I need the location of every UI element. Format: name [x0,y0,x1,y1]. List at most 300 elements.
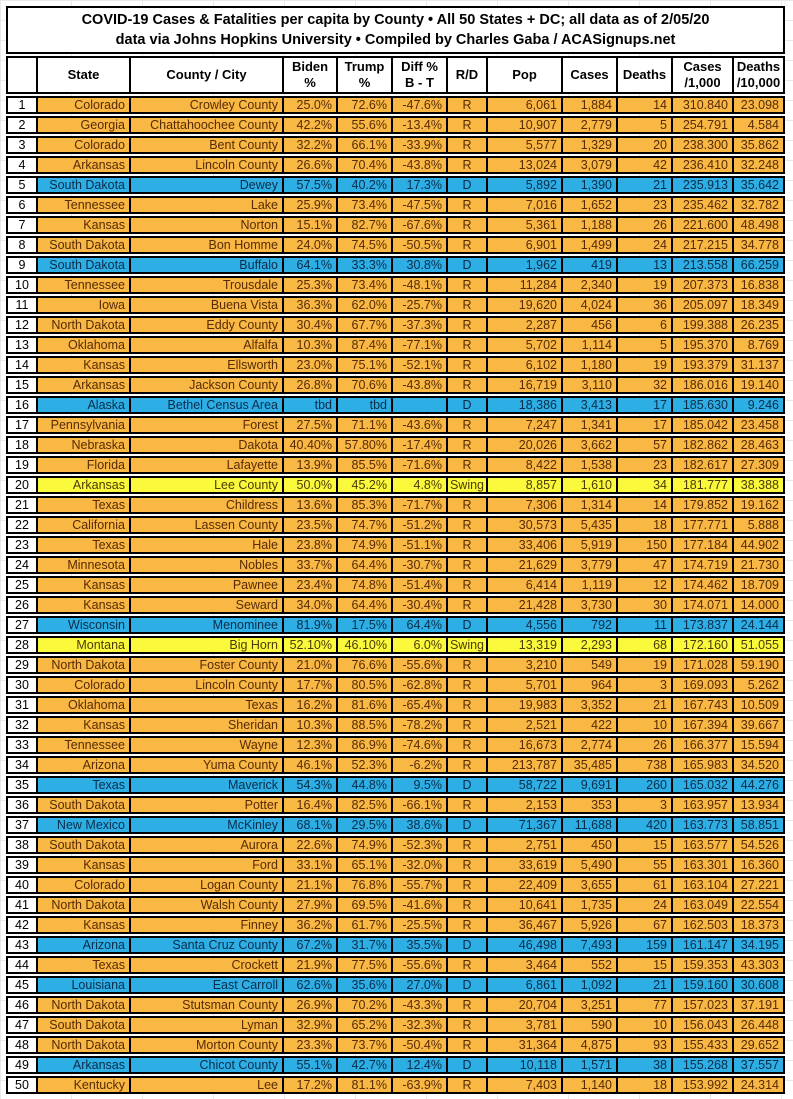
cell-trump-pct: 85.3% [336,496,391,514]
cell-state: Nebraska [36,436,129,454]
cell-diff-pct: -52.1% [391,356,446,374]
cell-state: Kentucky [36,1076,129,1094]
cell-deaths: 24 [616,896,671,914]
cell-deaths-per-10000: 32.782 [732,196,785,214]
cell-cases: 7,493 [561,936,616,954]
cell-population: 10,118 [486,1056,561,1074]
cell-trump-pct: 74.8% [336,576,391,594]
table-header [6,56,785,94]
cell-party: D [446,816,486,834]
cell-cases: 2,340 [561,276,616,294]
header-line: /10,000 [736,75,781,90]
cell-diff-pct: 17.3% [391,176,446,194]
title-line-2: data via Johns Hopkins University • Compiled by Charles Gaba / ACASignups.net [115,32,676,48]
cell-row-number: 20 [6,476,36,494]
cell-cases-per-1000: 310.840 [671,96,732,114]
cell-cases-per-1000: 182.862 [671,436,732,454]
cell-cases: 1,314 [561,496,616,514]
cell-population: 6,061 [486,96,561,114]
table-row [6,556,785,574]
cell-party: R [446,496,486,514]
cell-party: R [446,1076,486,1094]
cell-cases: 11,688 [561,816,616,834]
cell-diff-pct: -30.7% [391,556,446,574]
cell-deaths-per-10000: 32.248 [732,156,785,174]
cell-cases: 3,779 [561,556,616,574]
cell-diff-pct: -50.4% [391,1036,446,1054]
cell-state: South Dakota [36,176,129,194]
cell-cases-per-1000: 159.353 [671,956,732,974]
cell-trump-pct: tbd [336,396,391,414]
cell-state: North Dakota [36,1036,129,1054]
header-line: Pop [512,67,537,83]
cell-deaths-per-10000: 28.463 [732,436,785,454]
cell-trump-pct: 74.9% [336,536,391,554]
cell-state: Arizona [36,756,129,774]
cell-county: Norton [129,216,282,234]
cell-diff-pct: -43.8% [391,156,446,174]
cell-diff-pct: -51.2% [391,516,446,534]
cell-population: 6,901 [486,236,561,254]
cell-diff-pct: -67.6% [391,216,446,234]
cell-county: Eddy County [129,316,282,334]
cell-deaths-per-10000: 35.642 [732,176,785,194]
cell-party: R [446,296,486,314]
cell-county: Lyman [129,1016,282,1034]
cell-deaths: 24 [616,236,671,254]
table-row [6,156,785,174]
cell-biden-pct: 13.9% [282,456,336,474]
cell-cases: 3,251 [561,996,616,1014]
cell-cases-per-1000: 177.771 [671,516,732,534]
cell-deaths: 68 [616,636,671,654]
cell-deaths: 34 [616,476,671,494]
cell-party: R [446,916,486,934]
table-row [6,976,785,994]
cell-cases-per-1000: 207.373 [671,276,732,294]
cell-deaths: 17 [616,416,671,434]
table-row [6,896,785,914]
cell-cases-per-1000: 163.049 [671,896,732,914]
cell-deaths: 26 [616,216,671,234]
cell-deaths-per-10000: 19.162 [732,496,785,514]
cell-trump-pct: 85.5% [336,456,391,474]
cell-deaths-per-10000: 51.055 [732,636,785,654]
cell-population: 3,464 [486,956,561,974]
cell-deaths: 19 [616,276,671,294]
cell-deaths: 38 [616,1056,671,1074]
cell-deaths-per-10000: 30.608 [732,976,785,994]
cell-biden-pct: 26.6% [282,156,336,174]
cell-deaths: 13 [616,256,671,274]
cell-county: Santa Cruz County [129,936,282,954]
cell-row-number: 40 [6,876,36,894]
cell-row-number: 41 [6,896,36,914]
table-row [6,936,785,954]
table-row [6,396,785,414]
table-row [6,616,785,634]
cell-biden-pct: 15.1% [282,216,336,234]
cell-diff-pct: -51.4% [391,576,446,594]
cell-cases: 1,188 [561,216,616,234]
cell-row-number: 39 [6,856,36,874]
cell-deaths-per-10000: 9.246 [732,396,785,414]
cell-state: North Dakota [36,656,129,674]
cell-county: Sheridan [129,716,282,734]
cell-deaths: 18 [616,1076,671,1094]
cell-deaths: 21 [616,976,671,994]
cell-trump-pct: 87.4% [336,336,391,354]
cell-population: 2,287 [486,316,561,334]
cell-diff-pct: -51.1% [391,536,446,554]
cell-row-number: 35 [6,776,36,794]
cell-state: Oklahoma [36,336,129,354]
cell-deaths: 67 [616,916,671,934]
cell-cases-per-1000: 173.837 [671,616,732,634]
table-row [6,756,785,774]
cell-population: 31,364 [486,1036,561,1054]
table-row [6,176,785,194]
cell-diff-pct: -71.6% [391,456,446,474]
cell-state: South Dakota [36,236,129,254]
cell-population: 20,704 [486,996,561,1014]
cell-population: 6,861 [486,976,561,994]
cell-row-number: 34 [6,756,36,774]
cell-diff-pct: -13.4% [391,116,446,134]
cell-diff-pct [391,396,446,414]
cell-deaths-per-10000: 29.652 [732,1036,785,1054]
cell-cases-per-1000: 165.032 [671,776,732,794]
cell-cases-per-1000: 163.773 [671,816,732,834]
cell-county: Bethel Census Area [129,396,282,414]
cell-county: Lincoln County [129,676,282,694]
cell-deaths: 77 [616,996,671,1014]
cell-diff-pct: -30.4% [391,596,446,614]
cell-deaths: 15 [616,836,671,854]
cell-trump-pct: 31.7% [336,936,391,954]
cell-deaths-per-10000: 44.902 [732,536,785,554]
cell-cases-per-1000: 157.023 [671,996,732,1014]
cell-deaths: 14 [616,496,671,514]
cell-biden-pct: 62.6% [282,976,336,994]
cell-row-number: 13 [6,336,36,354]
cell-biden-pct: 13.6% [282,496,336,514]
cell-cases-per-1000: 155.433 [671,1036,732,1054]
table-row [6,596,785,614]
cell-biden-pct: 21.0% [282,656,336,674]
cell-population: 18,386 [486,396,561,414]
cell-cases: 5,919 [561,536,616,554]
cell-cases-per-1000: 238.300 [671,136,732,154]
cell-cases-per-1000: 174.071 [671,596,732,614]
cell-state: Arkansas [36,476,129,494]
cell-cases: 3,662 [561,436,616,454]
header-line: % [358,75,371,90]
table-row [6,216,785,234]
cell-diff-pct: 6.0% [391,636,446,654]
cell-trump-pct: 33.3% [336,256,391,274]
cell-state: Louisiana [36,976,129,994]
header-line: Deaths [622,67,667,83]
cell-biden-pct: 30.4% [282,316,336,334]
cell-deaths-per-10000: 43.303 [732,956,785,974]
table-row [6,516,785,534]
header-deaths [616,56,671,94]
cell-trump-pct: 81.1% [336,1076,391,1094]
cell-trump-pct: 74.9% [336,836,391,854]
table-row [6,796,785,814]
cell-party: R [446,1036,486,1054]
cell-row-number: 23 [6,536,36,554]
header-line: Biden [291,59,329,75]
cell-state: Tennessee [36,276,129,294]
header-row-number [6,56,36,94]
cell-state: Minnesota [36,556,129,574]
cell-trump-pct: 45.2% [336,476,391,494]
cell-biden-pct: 42.2% [282,116,336,134]
cell-row-number: 22 [6,516,36,534]
cell-cases-per-1000: 167.394 [671,716,732,734]
cell-party: R [446,956,486,974]
cell-row-number: 18 [6,436,36,454]
cell-population: 2,521 [486,716,561,734]
cell-cases: 1,180 [561,356,616,374]
cell-state: Arkansas [36,1056,129,1074]
cell-deaths-per-10000: 26.235 [732,316,785,334]
cell-deaths: 420 [616,816,671,834]
cell-state: Kansas [36,356,129,374]
cell-row-number: 49 [6,1056,36,1074]
cell-population: 13,024 [486,156,561,174]
cell-cases-per-1000: 174.462 [671,576,732,594]
cell-deaths: 20 [616,136,671,154]
cell-state: Wisconsin [36,616,129,634]
cell-diff-pct: -41.6% [391,896,446,914]
cell-county: McKinley [129,816,282,834]
cell-population: 10,641 [486,896,561,914]
cell-deaths-per-10000: 27.221 [732,876,785,894]
cell-deaths: 23 [616,456,671,474]
cell-cases: 1,390 [561,176,616,194]
table-row [6,636,785,654]
cell-party: D [446,776,486,794]
cell-party: R [446,416,486,434]
cell-county: Texas [129,696,282,714]
cell-row-number: 24 [6,556,36,574]
table-row [6,456,785,474]
cell-row-number: 43 [6,936,36,954]
cell-party: Swing [446,636,486,654]
cell-deaths-per-10000: 48.498 [732,216,785,234]
cell-deaths-per-10000: 13.934 [732,796,785,814]
cell-trump-pct: 46.10% [336,636,391,654]
cell-party: R [446,136,486,154]
cell-biden-pct: 25.0% [282,96,336,114]
table-row [6,316,785,334]
cell-cases: 4,024 [561,296,616,314]
cell-diff-pct: -52.3% [391,836,446,854]
cell-county: Menominee [129,616,282,634]
cell-row-number: 48 [6,1036,36,1054]
cell-population: 36,467 [486,916,561,934]
cell-biden-pct: 27.9% [282,896,336,914]
table-row [6,916,785,934]
cell-row-number: 8 [6,236,36,254]
cell-state: New Mexico [36,816,129,834]
cell-party: R [446,336,486,354]
cell-diff-pct: -32.3% [391,1016,446,1034]
cell-state: South Dakota [36,796,129,814]
table-row [6,416,785,434]
cell-trump-pct: 29.5% [336,816,391,834]
cell-county: Pawnee [129,576,282,594]
cell-cases-per-1000: 153.992 [671,1076,732,1094]
cell-trump-pct: 44.8% [336,776,391,794]
cell-state: California [36,516,129,534]
cell-county: Lassen County [129,516,282,534]
cell-diff-pct: 38.6% [391,816,446,834]
cell-cases-per-1000: 182.617 [671,456,732,474]
cell-deaths: 14 [616,96,671,114]
cell-party: D [446,256,486,274]
cell-diff-pct: 27.0% [391,976,446,994]
cell-cases-per-1000: 161.147 [671,936,732,954]
cell-deaths: 159 [616,936,671,954]
cell-row-number: 46 [6,996,36,1014]
cell-biden-pct: 64.1% [282,256,336,274]
cell-deaths-per-10000: 34.195 [732,936,785,954]
cell-deaths-per-10000: 35.862 [732,136,785,154]
cell-population: 71,367 [486,816,561,834]
cell-diff-pct: -74.6% [391,736,446,754]
cell-population: 5,701 [486,676,561,694]
cell-deaths-per-10000: 38.388 [732,476,785,494]
cell-trump-pct: 17.5% [336,616,391,634]
cell-cases: 590 [561,1016,616,1034]
cell-diff-pct: -55.6% [391,656,446,674]
cell-cases-per-1000: 162.503 [671,916,732,934]
cell-deaths-per-10000: 23.098 [732,96,785,114]
cell-cases: 1,140 [561,1076,616,1094]
cell-cases-per-1000: 171.028 [671,656,732,674]
cell-deaths-per-10000: 34.520 [732,756,785,774]
cell-trump-pct: 77.5% [336,956,391,974]
cell-party: D [446,1056,486,1074]
cell-state: Pennsylvania [36,416,129,434]
cell-cases-per-1000: 217.215 [671,236,732,254]
cell-state: Kansas [36,576,129,594]
cell-trump-pct: 40.2% [336,176,391,194]
cell-county: Dakota [129,436,282,454]
header-diff-pct [391,56,446,94]
cell-trump-pct: 74.7% [336,516,391,534]
cell-diff-pct: -50.5% [391,236,446,254]
cell-county: Wayne [129,736,282,754]
cell-county: Ellsworth [129,356,282,374]
cell-row-number: 50 [6,1076,36,1094]
cell-biden-pct: 36.2% [282,916,336,934]
cell-row-number: 9 [6,256,36,274]
cell-diff-pct: -55.6% [391,956,446,974]
cell-county: Crockett [129,956,282,974]
cell-state: South Dakota [36,256,129,274]
cell-diff-pct: -25.7% [391,296,446,314]
cell-county: Walsh County [129,896,282,914]
table-row [6,656,785,674]
cell-deaths-per-10000: 18.709 [732,576,785,594]
cell-biden-pct: 25.9% [282,196,336,214]
cell-cases: 1,735 [561,896,616,914]
cell-diff-pct: -32.0% [391,856,446,874]
cell-row-number: 27 [6,616,36,634]
cell-party: R [446,216,486,234]
cell-population: 6,414 [486,576,561,594]
table-row [6,856,785,874]
cell-biden-pct: 23.3% [282,1036,336,1054]
cell-party: R [446,836,486,854]
cell-biden-pct: 36.3% [282,296,336,314]
cell-deaths: 5 [616,116,671,134]
cell-population: 7,306 [486,496,561,514]
cell-cases: 3,413 [561,396,616,414]
cell-county: Ford [129,856,282,874]
cell-row-number: 33 [6,736,36,754]
cell-population: 16,673 [486,736,561,754]
cell-trump-pct: 64.4% [336,596,391,614]
cell-cases-per-1000: 193.379 [671,356,732,374]
cell-deaths: 21 [616,696,671,714]
cell-biden-pct: 24.0% [282,236,336,254]
cell-county: Crowley County [129,96,282,114]
cell-party: R [446,896,486,914]
cell-cases-per-1000: 195.370 [671,336,732,354]
cell-county: Finney [129,916,282,934]
header-line: Diff % [401,59,438,75]
cell-state: Kansas [36,856,129,874]
cell-cases-per-1000: 172.160 [671,636,732,654]
cell-trump-pct: 67.7% [336,316,391,334]
table-row [6,356,785,374]
cell-diff-pct: -78.2% [391,716,446,734]
cell-row-number: 44 [6,956,36,974]
header-party [446,56,486,94]
cell-deaths: 5 [616,336,671,354]
cell-cases: 549 [561,656,616,674]
cell-state: Colorado [36,96,129,114]
cell-deaths-per-10000: 27.309 [732,456,785,474]
table-row [6,1016,785,1034]
cell-county: Lee [129,1076,282,1094]
cell-population: 19,620 [486,296,561,314]
cell-deaths: 61 [616,876,671,894]
cell-biden-pct: 32.2% [282,136,336,154]
cell-deaths: 47 [616,556,671,574]
cell-biden-pct: 16.2% [282,696,336,714]
cell-diff-pct: -33.9% [391,136,446,154]
cell-biden-pct: 33.1% [282,856,336,874]
cell-trump-pct: 69.5% [336,896,391,914]
cell-cases-per-1000: 174.719 [671,556,732,574]
cell-state: Tennessee [36,736,129,754]
cell-population: 7,016 [486,196,561,214]
cell-state: Colorado [36,676,129,694]
cell-population: 5,577 [486,136,561,154]
cell-deaths: 260 [616,776,671,794]
table-row [6,956,785,974]
cell-state: Texas [36,956,129,974]
header-row [6,56,785,94]
header-population [486,56,561,94]
